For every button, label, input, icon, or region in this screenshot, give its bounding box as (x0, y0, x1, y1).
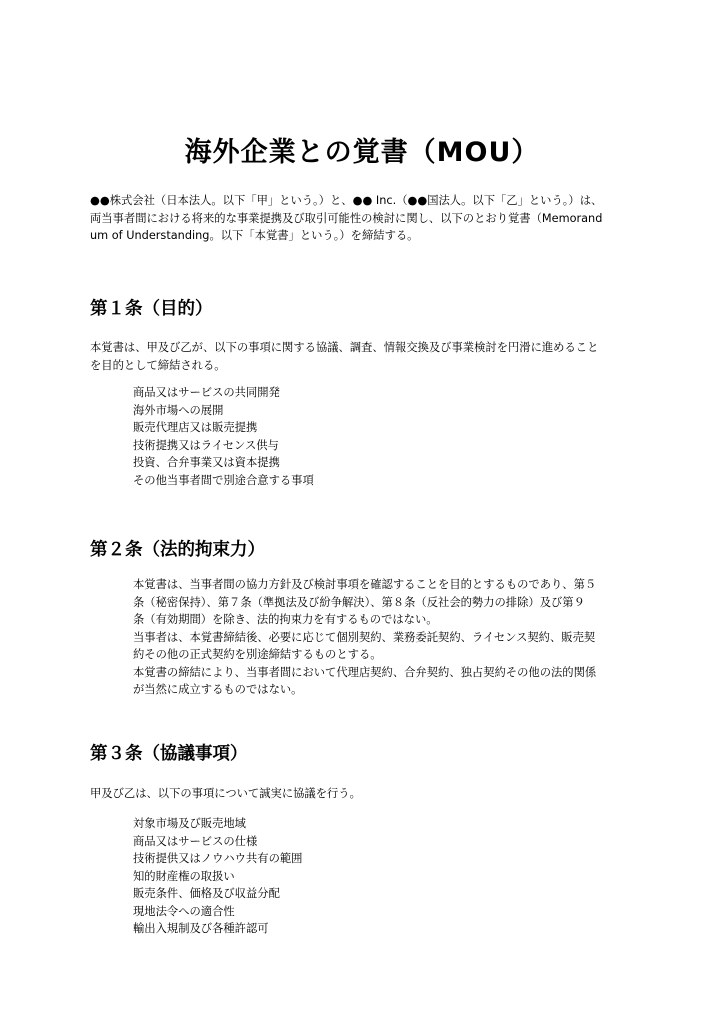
article-1-lead (90, 339, 640, 374)
article-3-lead (90, 785, 640, 803)
article-1-item-list (133, 384, 314, 489)
article-3-item-list (133, 815, 302, 938)
article-2-body-line: 当事者は、本覚書締結後、必要に応じて個別契約、業務委託契約、ライセンス契約、販売契 (133, 630, 596, 644)
list-item: 商品又はサービスの仕様 (133, 834, 258, 848)
article-2-body-line: 約その他の正式契約を別途締結するものとする。 (133, 648, 382, 661)
list-item: 商品又はサービスの共同開発 (133, 386, 280, 399)
article-1-heading: 第１条（目的） (90, 299, 213, 319)
article-3-lead-line: 甲及び乙は、以下の事項について誠実に協議を行う。 (90, 787, 361, 800)
intro-line: ●●株式会社（日本法人。以下「甲」という。）と、●● Inc.（●●国法人。以下「乙」という。）は、 (90, 194, 603, 207)
article-2-body-line: 本覚書の締結により、当事者間において代理店契約、合弁契約、独占契約その他の法的関係 (133, 665, 597, 679)
intro-line: um of Understanding。以下「本覚書」という。）を締結する。 (90, 229, 419, 242)
article-1-lead-line: を目的として締結される。 (90, 358, 226, 372)
list-item: 販売条件、価格及び収益分配 (133, 887, 280, 900)
list-item: 技術提供又はノウハウ共有の範囲 (133, 852, 303, 865)
article-2-body-line: が当然に成立するものではない。 (133, 683, 303, 696)
article-1-lead-line: 本覚書は、甲及び乙が、以下の事項に関する協議、調査、情報交換及び事業検討を円滑に進めること (90, 341, 599, 354)
list-item: 対象市場及び販売地域 (133, 817, 246, 830)
intro-paragraph (90, 192, 640, 245)
list-item: 海外市場への展開 (133, 403, 224, 417)
list-item: 現地法令への適合性 (133, 904, 235, 918)
article-2-body-line: 条（秘密保持）、第７条（準拠法及び紛争解決）、第８条（反社会的勢力の排除）及び第９ (133, 595, 585, 609)
article-2-body-line: 条（有効期間）を除き、法的拘束力を有するものではない。 (133, 613, 438, 626)
list-item: その他当事者間で別途合意する事項 (133, 473, 314, 487)
article-2-heading: 第２条（法的拘束力） (90, 540, 265, 560)
intro-line: 両当事者間における将来的な事業提携及び取引可能性の検討に関し、以下のとおり覚書（Memorand (90, 211, 603, 225)
article-2-body-line: 本覚書は、当事者間の協力方針及び検討事項を確認することを目的とするものであり、第５ (133, 578, 597, 591)
list-item: 知的財産権の取扱い (133, 869, 235, 883)
list-item: 技術提携又はライセンス供与 (133, 438, 279, 452)
list-item: 投資、合弁事業又は資本提携 (133, 456, 280, 469)
list-item: 販売代理店又は販売提携 (133, 421, 258, 434)
document-title: 海外企業との覚書（MOU） (184, 137, 540, 169)
article-2-body (133, 576, 638, 699)
article-3-heading: 第３条（協議事項） (90, 744, 248, 764)
list-item: 輸出入規制及び各種許認可 (133, 922, 269, 935)
